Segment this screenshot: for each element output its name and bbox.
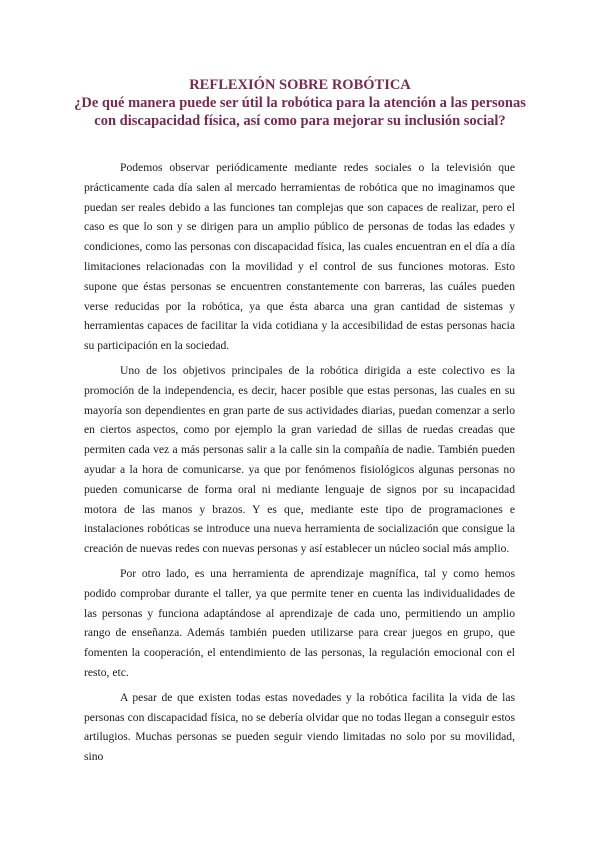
- paragraph-2: Uno de los objetivos principales de la robótica dirigida a este colectivo es la promoción de la independencia, es decir, hacer posible que estas personas, las cuales en su mayoría son dependientes en gran parte de sus actividades diarias, puedan comenzar a serlo en ciertos aspectos, como por ejemplo la gran variedad de sillas de ruedas creadas que permiten cada vez a más personas salir a la calle sin la compañía de nadie. También pueden ayudar a la hora de comunicarse. ya que por fenómenos fisiológicos algunas personas no pueden comunicarse de forma oral ni mediante lenguaje de signos por su incapacidad motora de las manos y brazos. Y es que, mediante este tipo de programaciones e instalaciones robóticas se introduce una nueva herramienta de socialización que consigue la creación de nuevas redes con nuevas personas y así establecer un núcleo social más amplio.: [84, 363, 515, 556]
- paragraph-3: Por otro lado, es una herramienta de aprendizaje magnífica, tal y como hemos podido comprobar durante el taller, ya que permite tener en cuenta las individualidades de las personas y funciona adaptándose al aprendizaje de cada uno, permitiendo un amplio rango de enseñanza. Además también pueden utilizarse para crear juegos en grupo, que fomenten la cooperación, el entendimiento de las personas, la regulación emocional con el resto, etc.: [84, 566, 515, 679]
- paragraph-1: Podemos observar periódicamente mediante redes sociales o la televisión que prácticamente cada día salen al mercado herramientas de robótica que no imaginamos que puedan ser reales debido a las funciones tan complejas que son capaces de realizar, pero el caso es que lo son y se dirigen para un amplio público de personas de todas las edades y condiciones, como las personas con discapacidad física, las cuales encuentran en el día a día limitaciones relacionadas con la movilidad y el control de sus funciones motoras. Esto supone que éstas personas se encuentren constantemente con barreras, las cuáles pueden verse reducidas por la robótica, ya que ésta abarca una gran cantidad de sistemas y herramientas capaces de facilitar la vida cotidiana y la accesibilidad de estas personas hacia su participación en la sociedad.: [84, 161, 515, 353]
- document-title: REFLEXIÓN SOBRE ROBÓTICA: [189, 77, 411, 93]
- document-header: [60, 76, 540, 130]
- document-body: [84, 158, 515, 772]
- paragraph-4: A pesar de que existen todas estas novedades y la robótica facilita la vida de las personas con discapacidad física, no se debería olvidar que no todas llegan a conseguir estos artilugios. Muchas personas se pueden seguir viendo limitadas no solo por su movilidad, sino: [84, 690, 515, 764]
- document-subtitle-line-2: con discapacidad física, así como para mejorar su inclusión social?: [94, 113, 506, 129]
- document-subtitle-line-1: ¿De qué manera puede ser útil la robótica para la atención a las personas: [74, 95, 526, 111]
